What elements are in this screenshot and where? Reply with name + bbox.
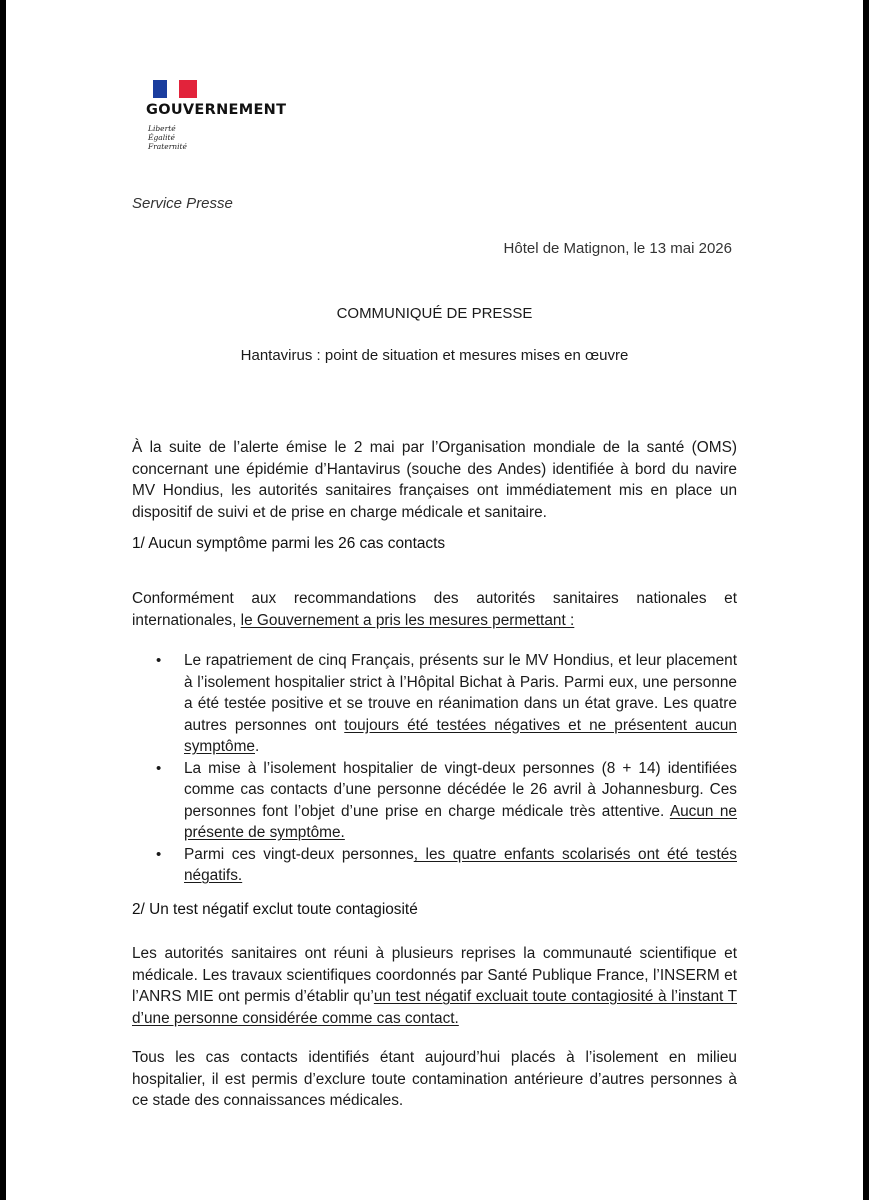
bullet-2-text: La mise à l’isolement hospitalier de vingt-deux personnes (8 + 14) identifiées comme cas contacts d’une personne décédée le 26 avril à Johannesburg. Ces personnes font l’objet d’une prise en charge médicale très attentive. [184, 759, 737, 820]
section-2-paragraph [132, 943, 737, 1029]
service-label: Service Presse [132, 195, 233, 212]
motto-fraternite: Fraternité [148, 142, 187, 151]
section-1-underlined: le Gouvernement a pris les mesures permettant : [240, 611, 575, 629]
bullet-2-underlined: Aucun ne présente de symptôme. [184, 802, 737, 841]
list-item [132, 650, 737, 758]
bullet-1-tail: . [255, 738, 260, 755]
intro-paragraph: À la suite de l’alerte émise le 2 mai par l’Organisation mondiale de la santé (OMS) concernant une épidémie d’Hantavirus (souche des Andes) identifiée à bord du navire MV Hondius, les autorités sanitaires françaises ont immédiatement mis en place un dispositif de suivi et de prise en charge médicale et sanitaire. [132, 439, 737, 521]
bullet-3-underlined: , les quatre enfants scolarisés ont été testés négatifs. [184, 845, 737, 884]
document-page [6, 0, 863, 1200]
section-1-text: Conformément aux recommandations des autorités sanitaires nationales et internationales, [132, 590, 737, 629]
place-date: Hôtel de Matignon, le 13 mai 2026 [503, 240, 732, 257]
list-item [132, 844, 737, 887]
section-2-text-1: Les autorités sanitaires ont réuni à plusieurs reprises la communauté scientifique et médicale. [132, 945, 737, 984]
document-title: COMMUNIQUÉ DE PRESSE [336, 305, 533, 322]
republic-motto [148, 124, 286, 151]
motto-egalite: Égalité [148, 133, 175, 142]
government-logo [146, 80, 286, 151]
list-item [132, 758, 737, 844]
section-2-underlined: un test négatif excluait toute contagiosité à l’instant T d’une personne considérée comme cas contact. [132, 988, 737, 1027]
bullet-1-text: Le rapatriement de cinq Français, présents sur le MV Hondius, et leur placement à l’isolement hospitalier strict à l’Hôpital Bichat à Paris. Parmi eux, une personne a été testée positive et se trouve en réanimation dans un état grave. Les quatre autres personnes ont [184, 652, 737, 734]
document-subtitle: Hantavirus : point de situation et mesures mises en œuvre [240, 347, 629, 364]
bullet-3-text: Parmi ces vingt-deux personnes [184, 845, 414, 863]
motto-liberte: Liberté [148, 124, 176, 133]
bullet-1-underlined: toujours été testées négatives et ne présentent aucun symptôme [184, 716, 737, 755]
gov-wordmark: GOUVERNEMENT [146, 102, 287, 118]
section-2-text-2: Les travaux scientifiques coordonnés par Santé Publique France, l’INSERM et l’ANRS MIE ont permis d’établir qu’ [132, 966, 737, 1005]
measures-list [132, 650, 737, 887]
section-1-paragraph [132, 588, 737, 631]
section-1-heading: 1/ Aucun symptôme parmi les 26 cas contacts [132, 535, 446, 552]
section-2-heading: 2/ Un test négatif exclut toute contagiosité [132, 901, 418, 918]
closing-paragraph: Tous les cas contacts identifiés étant aujourd’hui placés à l’isolement en milieu hospitalier, il est permis d’exclure toute contamination antérieure d’autres personnes à ce stade des connaissances médicales. [132, 1049, 737, 1109]
marianne-flag-icon [153, 80, 197, 98]
